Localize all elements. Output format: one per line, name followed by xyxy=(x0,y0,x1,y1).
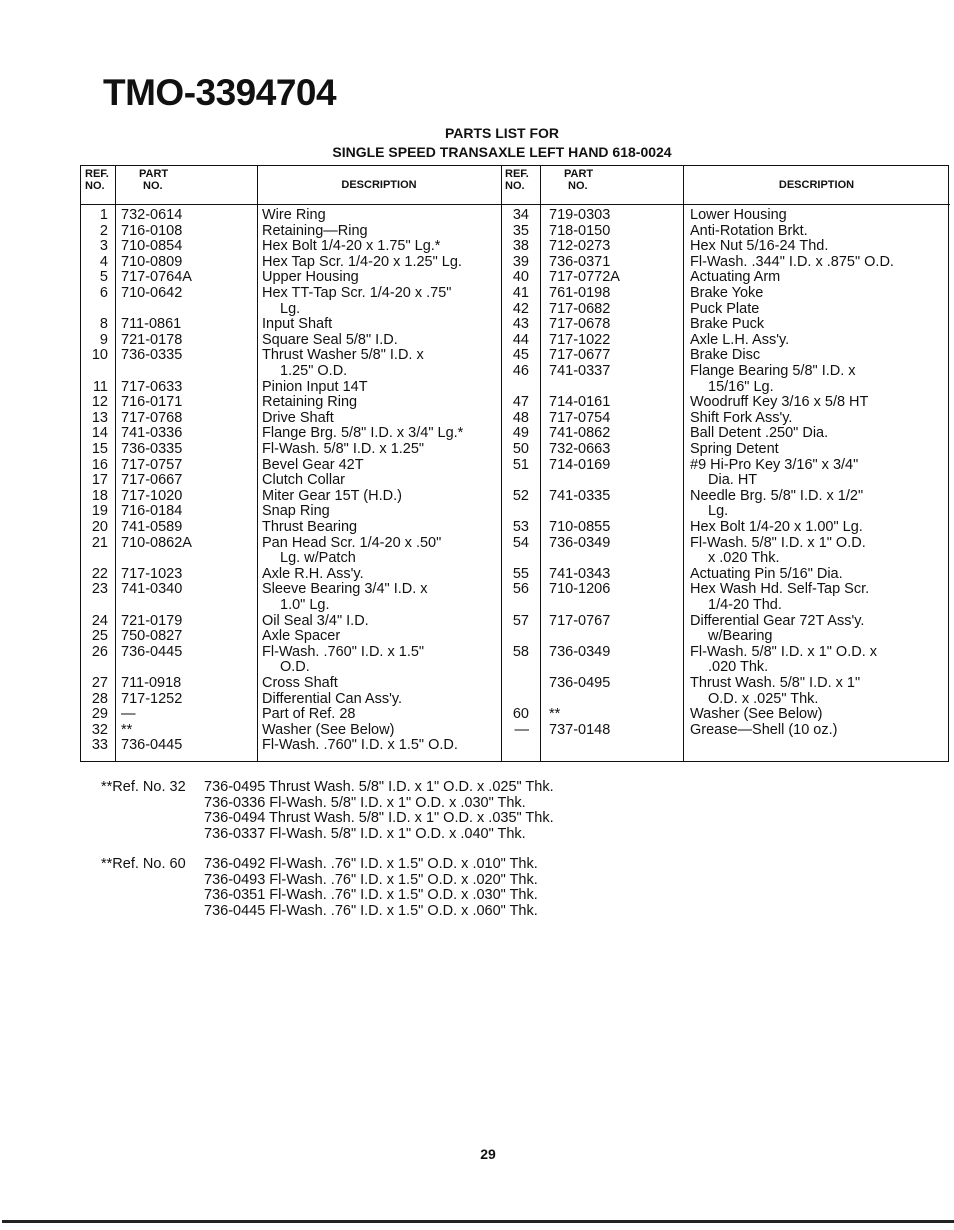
description-cell: Snap Ring xyxy=(262,503,330,520)
ref-no-cell: 34 xyxy=(512,207,529,223)
part-no-cell: 736-0371 xyxy=(549,253,611,270)
footnote-line: 736-0494 Thrust Wash. 5/8" I.D. x 1" O.D. x .035" Thk. xyxy=(204,810,554,827)
description-cell: Dia. HT xyxy=(708,472,758,489)
ref-no-cell: 56 xyxy=(512,581,529,598)
bottom-rule xyxy=(2,1220,954,1223)
header-part-no xyxy=(139,168,168,192)
part-no-cell: 741-0335 xyxy=(549,487,611,504)
description-cell: Brake Yoke xyxy=(690,285,764,301)
footnote-label: **Ref. No. 60 xyxy=(101,856,186,872)
description-cell: 15/16" Lg. xyxy=(708,378,774,395)
description-cell: Brake Disc xyxy=(690,347,761,364)
part-no-cell: 717-0633 xyxy=(121,378,183,395)
ref-no-cell: 42 xyxy=(512,300,529,317)
part-no-cell: 741-0589 xyxy=(121,519,183,535)
part-no-cell: 717-0768 xyxy=(121,409,183,426)
part-no-cell: 736-0349 xyxy=(549,534,611,551)
part-no-cell: 718-0150 xyxy=(549,222,611,239)
ref-no-cell: 10 xyxy=(91,347,108,364)
description-cell: Lg. xyxy=(280,300,301,317)
ref-no-cell: 17 xyxy=(91,472,108,489)
ref-no-cell: 51 xyxy=(512,456,529,473)
description-cell: O.D. x .025" Thk. xyxy=(708,690,819,707)
description-cell: Cross Shaft xyxy=(262,675,338,691)
description-cell: Axle Spacer xyxy=(262,628,341,645)
description-cell: Hex Wash Hd. Self-Tap Scr. xyxy=(690,581,870,598)
ref-no-cell: 52 xyxy=(512,487,529,504)
part-no-cell: 710-0855 xyxy=(549,519,611,535)
description-cell: Input Shaft xyxy=(262,316,333,333)
ref-no-cell: 18 xyxy=(91,487,108,504)
ref-no-cell: — xyxy=(514,721,529,738)
heading-line-1: PARTS LIST FOR xyxy=(444,125,560,141)
part-no-cell: 741-0862 xyxy=(549,425,611,442)
description-cell: Miter Gear 15T (H.D.) xyxy=(262,487,402,504)
part-no-cell: 717-0757 xyxy=(121,456,183,473)
footnote-line: 736-0495 Thrust Wash. 5/8" I.D. x 1" O.D. x .025" Thk. xyxy=(204,779,554,795)
header-ref-label: REF. xyxy=(505,168,529,180)
ref-no-cell: 1 xyxy=(99,207,108,223)
ref-no-cell: 16 xyxy=(91,456,108,473)
ref-no-cell: 58 xyxy=(512,643,529,660)
part-no-cell: 710-0862A xyxy=(121,534,192,551)
description-cell: Fl-Wash. 5/8" I.D. x 1" O.D. x xyxy=(690,643,878,660)
ref-no-cell: 33 xyxy=(91,737,108,754)
description-cell: Axle R.H. Ass'y. xyxy=(262,565,364,582)
ref-no-cell: 44 xyxy=(512,331,529,348)
part-no-cell: 717-0764A xyxy=(121,269,192,286)
part-no-cell: 761-0198 xyxy=(549,285,611,301)
description-cell: Oil Seal 3/4" I.D. xyxy=(262,612,369,629)
part-no-cell: 717-0772A xyxy=(549,269,620,286)
description-cell: Fl-Wash. 5/8" I.D. x 1.25" xyxy=(262,441,425,457)
description-cell: Lg. w/Patch xyxy=(280,550,356,567)
header-description-right: DESCRIPTION xyxy=(778,179,855,191)
description-cell: Differential Gear 72T Ass'y. xyxy=(690,612,865,629)
part-no-cell: 714-0161 xyxy=(549,394,611,411)
description-cell: Anti-Rotation Brkt. xyxy=(690,222,808,239)
part-no-cell: — xyxy=(121,706,136,723)
part-no-cell: 737-0148 xyxy=(549,721,611,738)
header-part-label: PART xyxy=(564,168,594,180)
part-no-cell: 736-0445 xyxy=(121,737,183,754)
ref-no-cell: 5 xyxy=(99,269,108,286)
description-cell: Shift Fork Ass'y. xyxy=(690,409,793,426)
header-ref-no-label: NO. xyxy=(505,180,525,192)
description-cell: x .020 Thk. xyxy=(708,550,780,567)
footnote-line: 736-0351 Fl-Wash. .76" I.D. x 1.5" O.D. x .030" Thk. xyxy=(204,887,538,904)
header-ref-label: REF. xyxy=(85,168,109,180)
part-no-cell: 717-0754 xyxy=(549,409,611,426)
description-cell: 1/4-20 Thd. xyxy=(708,597,782,613)
description-cell: Retaining—Ring xyxy=(262,222,368,239)
ref-no-cell: 54 xyxy=(512,534,529,551)
description-cell: Clutch Collar xyxy=(262,472,345,489)
ref-no-cell: 46 xyxy=(512,363,529,379)
ref-no-cell: 45 xyxy=(512,347,529,364)
part-no-cell: 717-1020 xyxy=(121,487,183,504)
ref-no-cell: 41 xyxy=(512,285,529,301)
header-ref-no xyxy=(85,168,109,192)
document-title: TMO-3394704 xyxy=(103,72,337,113)
part-no-cell: 711-0918 xyxy=(121,675,182,691)
ref-no-cell: 2 xyxy=(99,222,108,239)
part-no-cell: 736-0495 xyxy=(549,675,611,691)
ref-no-cell: 4 xyxy=(99,253,108,270)
footnote-line: 736-0492 Fl-Wash. .76" I.D. x 1.5" O.D. x .010" Thk. xyxy=(204,856,538,872)
part-no-cell: 732-0663 xyxy=(549,441,611,457)
header-part-no-label: NO. xyxy=(568,180,588,192)
ref-no-cell: 11 xyxy=(92,378,108,395)
description-cell: Bevel Gear 42T xyxy=(262,456,364,473)
part-no-cell: 719-0303 xyxy=(549,207,611,223)
footnote-line: 736-0445 Fl-Wash. .76" I.D. x 1.5" O.D. x .060" Thk. xyxy=(204,902,538,919)
description-cell: Washer (See Below) xyxy=(262,721,395,738)
description-cell: Flange Bearing 5/8" I.D. x xyxy=(690,363,856,379)
description-cell: Wire Ring xyxy=(262,207,326,223)
part-no-cell: 716-0171 xyxy=(121,394,183,411)
part-no-cell: 717-0677 xyxy=(549,347,611,364)
part-no-cell: 717-0682 xyxy=(549,300,611,317)
ref-no-cell: 3 xyxy=(99,238,108,255)
description-cell: 1.25" O.D. xyxy=(280,363,348,379)
description-cell: Actuating Arm xyxy=(690,269,781,286)
description-cell: Fl-Wash. .760" I.D. x 1.5" xyxy=(262,643,425,660)
part-no-cell: 717-0667 xyxy=(121,472,183,489)
part-no-cell: 736-0349 xyxy=(549,643,611,660)
description-cell: Drive Shaft xyxy=(262,409,334,426)
description-cell: Upper Housing xyxy=(262,269,359,286)
part-no-cell: 714-0169 xyxy=(549,456,611,473)
page-number: 29 xyxy=(480,1146,496,1162)
description-cell: Spring Detent xyxy=(690,441,779,457)
description-cell: Axle L.H. Ass'y. xyxy=(690,331,790,348)
footnote-lines xyxy=(204,857,538,919)
column-divider xyxy=(257,166,258,761)
header-part-label: PART xyxy=(139,168,169,180)
description-cell: Woodruff Key 3/16 x 5/8 HT xyxy=(690,394,869,411)
header-ref-no-label: NO. xyxy=(85,180,105,192)
header-part-no-label: NO. xyxy=(143,180,163,192)
ref-no-cell: 12 xyxy=(91,394,108,411)
description-cell: Pinion Input 14T xyxy=(262,378,368,395)
ref-no-cell: 32 xyxy=(91,721,108,738)
part-no-cell: 710-1206 xyxy=(549,581,611,598)
column-divider xyxy=(683,166,684,761)
ref-no-cell: 25 xyxy=(91,628,108,645)
description-cell: Square Seal 5/8" I.D. xyxy=(262,331,398,348)
column-divider xyxy=(501,166,502,761)
description-cell: Lg. xyxy=(708,503,729,520)
ref-no-cell: 14 xyxy=(91,425,108,442)
part-no-cell: 710-0809 xyxy=(121,253,183,270)
part-no-cell: 732-0614 xyxy=(121,207,183,223)
description-cell: Pan Head Scr. 1/4-20 x .50" xyxy=(262,534,442,551)
description-cell: Needle Brg. 5/8" I.D. x 1/2" xyxy=(690,487,864,504)
part-no-cell: 741-0340 xyxy=(121,581,183,598)
part-no-cell: 741-0343 xyxy=(549,565,611,582)
ref-no-cell: 28 xyxy=(91,690,108,707)
ref-no-cell: 57 xyxy=(512,612,529,629)
description-cell: Thrust Washer 5/8" I.D. x xyxy=(262,347,424,364)
ref-no-cell: 48 xyxy=(512,409,529,426)
header-rule xyxy=(81,204,501,205)
ref-no-cell: 49 xyxy=(512,425,529,442)
description-cell: Lower Housing xyxy=(690,207,787,223)
description-cell: Hex Bolt 1/4-20 x 1.75" Lg.* xyxy=(262,238,441,255)
ref-no-cell: 8 xyxy=(99,316,108,333)
part-no-cell: 716-0184 xyxy=(121,503,183,520)
ref-no-cell: 24 xyxy=(91,612,108,629)
ref-no-cell: 40 xyxy=(512,269,529,286)
part-no-cell: 736-0335 xyxy=(121,441,183,457)
ref-no-cell: 26 xyxy=(91,643,108,660)
part-no-cell: 741-0337 xyxy=(549,363,611,379)
part-no-cell: 721-0179 xyxy=(121,612,183,629)
part-no-cell: 716-0108 xyxy=(121,222,183,239)
ref-no-cell: 9 xyxy=(99,331,108,348)
description-cell: Hex Nut 5/16-24 Thd. xyxy=(690,238,829,255)
description-cell: 1.0" Lg. xyxy=(280,597,330,613)
part-no-cell: ** xyxy=(121,721,133,738)
description-cell: Brake Puck xyxy=(690,316,765,333)
footnote-lines xyxy=(204,780,554,842)
parts-list-heading xyxy=(0,124,954,162)
ref-no-cell: 20 xyxy=(91,519,108,535)
part-no-cell: 717-0678 xyxy=(549,316,611,333)
header-part-no-right xyxy=(564,168,593,192)
ref-no-cell: 29 xyxy=(91,706,108,723)
ref-no-cell: 38 xyxy=(512,238,529,255)
part-no-cell: 711-0861 xyxy=(121,316,182,333)
description-cell: Thrust Bearing xyxy=(262,519,358,535)
part-no-cell: 741-0336 xyxy=(121,425,183,442)
ref-no-cell: 43 xyxy=(512,316,529,333)
description-cell: .020 Thk. xyxy=(708,659,769,676)
ref-no-cell: 27 xyxy=(91,675,108,691)
description-cell: Part of Ref. 28 xyxy=(262,706,356,723)
part-no-cell: 717-1023 xyxy=(121,565,183,582)
column-divider xyxy=(540,166,541,761)
ref-no-cell: 50 xyxy=(512,441,529,457)
ref-no-cell: 47 xyxy=(512,394,529,411)
description-cell: Grease—Shell (10 oz.) xyxy=(690,721,838,738)
ref-no-cell: 23 xyxy=(91,581,108,598)
description-cell: Washer (See Below) xyxy=(690,706,823,723)
description-cell: Thrust Wash. 5/8" I.D. x 1" xyxy=(690,675,861,691)
footnote-line: 736-0337 Fl-Wash. 5/8" I.D. x 1" O.D. x .040" Thk. xyxy=(204,825,526,842)
part-no-cell: 710-0854 xyxy=(121,238,183,255)
description-cell: Actuating Pin 5/16" Dia. xyxy=(690,565,843,582)
part-no-cell: 750-0827 xyxy=(121,628,183,645)
description-cell: Fl-Wash. .760" I.D. x 1.5" O.D. xyxy=(262,737,458,754)
part-no-cell: 710-0642 xyxy=(121,285,183,301)
footnote-line: 736-0336 Fl-Wash. 5/8" I.D. x 1" O.D. x .030" Thk. xyxy=(204,794,526,811)
ref-no-cell: 55 xyxy=(512,565,529,582)
ref-no-cell: 60 xyxy=(512,706,529,723)
parts-table xyxy=(80,165,949,762)
description-cell: Retaining Ring xyxy=(262,394,358,411)
description-cell: Ball Detent .250" Dia. xyxy=(690,425,829,442)
ref-no-cell: 6 xyxy=(99,285,108,301)
description-cell: Flange Brg. 5/8" I.D. x 3/4" Lg.* xyxy=(262,425,464,442)
ref-no-cell: 22 xyxy=(91,565,108,582)
part-no-cell: 721-0178 xyxy=(121,331,183,348)
ref-no-cell: 21 xyxy=(91,534,108,551)
description-cell: Differential Can Ass'y. xyxy=(262,690,403,707)
ref-no-cell: 35 xyxy=(512,222,529,239)
description-cell: Hex TT-Tap Scr. 1/4-20 x .75" xyxy=(262,285,452,301)
description-cell: Puck Plate xyxy=(690,300,760,317)
description-cell: Hex Bolt 1/4-20 x 1.00" Lg. xyxy=(690,519,863,535)
description-cell: w/Bearing xyxy=(708,628,773,645)
description-cell: Sleeve Bearing 3/4" I.D. x xyxy=(262,581,428,598)
header-ref-no-right xyxy=(505,168,529,192)
ref-no-cell: 39 xyxy=(512,253,529,270)
part-no-cell: ** xyxy=(549,706,561,723)
part-no-cell: 736-0445 xyxy=(121,643,183,660)
part-no-cell: 717-1252 xyxy=(121,690,183,707)
header-rule xyxy=(501,204,950,205)
part-no-cell: 717-0767 xyxy=(549,612,611,629)
description-cell: Fl-Wash. 5/8" I.D. x 1" O.D. xyxy=(690,534,866,551)
ref-no-cell: 15 xyxy=(91,441,108,457)
ref-no-cell: 19 xyxy=(91,503,108,520)
part-no-cell: 717-1022 xyxy=(549,331,611,348)
description-cell: #9 Hi-Pro Key 3/16" x 3/4" xyxy=(690,456,859,473)
footnote-line: 736-0493 Fl-Wash. .76" I.D. x 1.5" O.D. x .020" Thk. xyxy=(204,871,538,888)
description-cell: O.D. xyxy=(280,659,310,676)
description-cell: Hex Tap Scr. 1/4-20 x 1.25" Lg. xyxy=(262,253,462,270)
description-cell: Fl-Wash. .344" I.D. x .875" O.D. xyxy=(690,253,894,270)
column-divider xyxy=(115,166,116,761)
heading-line-2: SINGLE SPEED TRANSAXLE LEFT HAND 618-0024 xyxy=(332,144,672,160)
ref-no-cell: 13 xyxy=(91,409,108,426)
part-no-cell: 712-0273 xyxy=(549,238,611,255)
part-no-cell: 736-0335 xyxy=(121,347,183,364)
header-description: DESCRIPTION xyxy=(341,179,417,191)
footnote-label: **Ref. No. 32 xyxy=(101,779,186,795)
ref-no-cell: 53 xyxy=(512,519,529,535)
